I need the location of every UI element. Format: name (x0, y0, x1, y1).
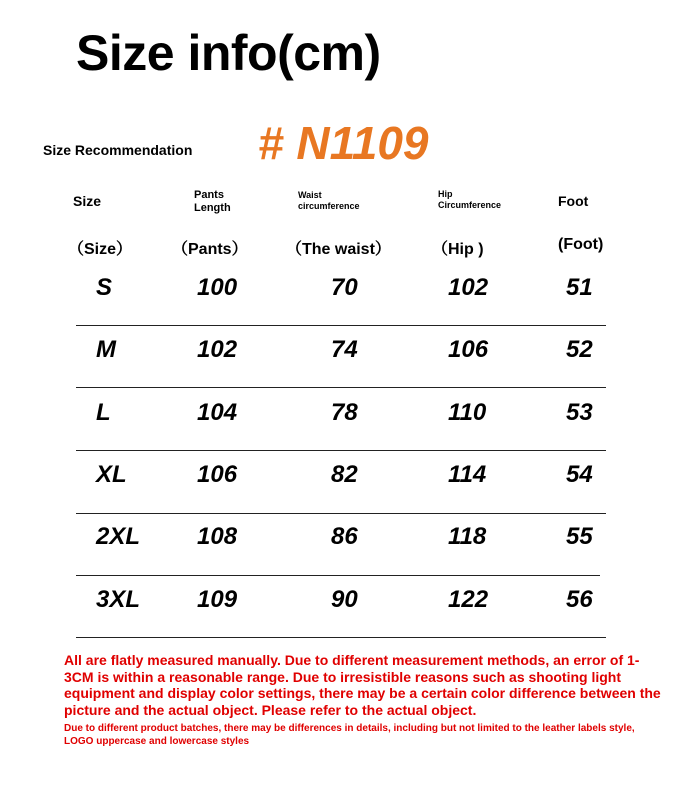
page-title: Size info(cm) (76, 25, 381, 81)
subheader-waist: （The waist） (286, 241, 391, 258)
header-waist-line2: circumference (298, 200, 360, 211)
product-code: # N1109 (258, 117, 429, 169)
table-cell: S (96, 274, 113, 301)
table-cell: L (96, 399, 111, 426)
table-cell: 86 (331, 523, 358, 550)
measurement-note: All are flatly measured manually. Due to different measurement methods, an error of 1-3CM is within a reasonable range. Due to irresistible reasons such as shooting light equipment and display color settings, there may be a certain color difference between the picture and the actual object. Please refer to the actual object. (64, 652, 661, 718)
table-cell: 74 (331, 336, 358, 363)
table-cell: 102 (197, 336, 238, 363)
header-waist-line1: Waist (298, 190, 322, 200)
table-cell: 55 (566, 523, 593, 550)
table-cell: 102 (448, 274, 489, 301)
table-cell: 3XL (96, 586, 141, 613)
header-pants-length-line1: Pants (194, 189, 224, 201)
table-cell: 54 (566, 461, 593, 488)
row-divider (76, 637, 606, 638)
header-size: Size (73, 193, 102, 209)
table-cell: XL (96, 461, 127, 488)
header-hip-line1: Hip (438, 189, 453, 199)
header-hip (438, 189, 501, 211)
table-cell: 56 (566, 586, 593, 613)
size-recommendation-label: Size Recommendation (43, 142, 193, 158)
header-hip-line2: Circumference (438, 199, 502, 210)
subheader-foot: (Foot) (558, 236, 604, 253)
table-cell: 114 (448, 461, 487, 488)
table-cell: 118 (448, 523, 487, 550)
table-cell: 100 (197, 274, 238, 301)
header-pants-length-line2: Length (194, 202, 231, 215)
table-cell: 90 (331, 586, 358, 613)
row-divider (76, 450, 606, 451)
subheader-size: （Size） (68, 241, 133, 258)
table-cell: 2XL (96, 523, 141, 550)
subheader-pants: （Pants） (172, 241, 248, 258)
table-cell: M (96, 336, 116, 363)
table-cell: 109 (197, 586, 238, 613)
header-foot: Foot (558, 193, 589, 209)
row-divider (76, 387, 606, 388)
batch-difference-note: Due to different product batches, there may be differences in details, including but not limited to the leather labels style, LOGO uppercase and lowercase styles (64, 723, 635, 747)
row-divider (76, 325, 606, 326)
header-pants-length (194, 189, 231, 215)
table-cell: 106 (197, 461, 238, 488)
subheader-hip: （Hip ) (432, 241, 484, 258)
table-cell: 110 (448, 399, 487, 426)
table-cell: 52 (566, 336, 593, 363)
table-cell: 106 (448, 336, 489, 363)
table-cell: 53 (566, 399, 593, 426)
header-waist (298, 190, 360, 212)
table-cell: 108 (197, 523, 238, 550)
table-cell: 70 (331, 274, 358, 301)
table-cell: 51 (566, 274, 593, 301)
table-cell: 82 (331, 461, 358, 488)
table-cell: 122 (448, 586, 489, 613)
row-divider (76, 575, 600, 576)
table-cell: 78 (331, 399, 358, 426)
table-cell: 104 (197, 399, 238, 426)
row-divider (76, 513, 606, 514)
